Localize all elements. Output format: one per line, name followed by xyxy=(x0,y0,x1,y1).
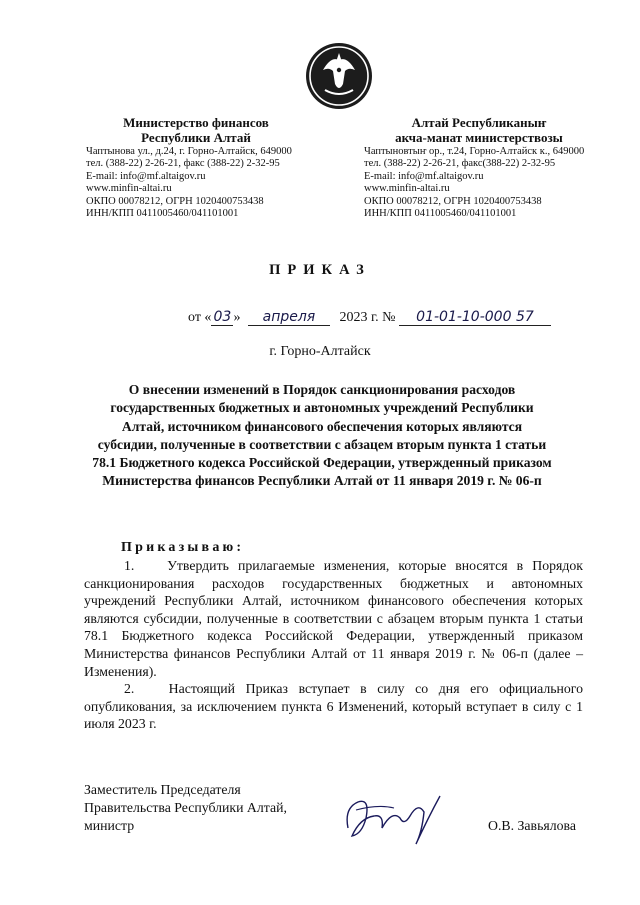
left-okpo: ОКПО 00078212, ОГРН 1020400753438 xyxy=(86,195,264,207)
date-day: 03 xyxy=(211,309,233,326)
right-phone: тел. (388-22) 2-26-21, факс(388-22) 2-32-95 xyxy=(364,158,556,170)
document-heading: ПРИКАЗ xyxy=(269,262,371,278)
order-item-1 xyxy=(84,557,583,680)
republic-altai-emblem-icon xyxy=(303,40,375,112)
date-mid: » xyxy=(233,310,241,325)
right-header-title: Алтай Республиканыҥ акча-манат министерствозы xyxy=(395,115,563,145)
document-number: 01-01-10-000 57 xyxy=(399,309,551,326)
date-year: 2023 г. № xyxy=(339,310,396,325)
left-phone: тел. (388-22) 2-26-21, факс (388-22) 2-32-95 xyxy=(86,158,280,170)
item-1-number: 1. xyxy=(124,558,135,573)
signatory-position xyxy=(84,781,287,835)
signer-name: О.В. Завьялова xyxy=(488,818,576,833)
handwritten-signature xyxy=(338,788,448,850)
right-email: E-mail: info@mf.altaigov.ru xyxy=(364,170,484,182)
left-email: E-mail: info@mf.altaigov.ru xyxy=(86,170,206,182)
signatory-line-2: Правительства Республики Алтай, xyxy=(84,800,287,815)
left-inn: ИНН/КПП 0411005460/041101001 xyxy=(86,208,239,220)
left-website: www.minfin-altai.ru xyxy=(86,183,172,195)
signatory-line-3: министр xyxy=(84,818,135,833)
item-2-text: Настоящий Приказ вступает в силу со дня его официального опубликования, за исключением пункта 6 Изменений, который вступает в силу с 1 июля 2023 г. xyxy=(84,681,583,732)
item-1-text: Утвердить прилагаемые изменения, которые вносятся в Порядок санкционирования расходов государственных бюджетных и автономных учреждений Республики Алтай, источником финансового обеспечения которых являются субсидии, полученные в соответствии с абзацем вторым пункта 1 статьи 78.1 Бюджетного кодекса Российской Федерации, утвержденный приказом Министерства финансов Республики Алтай от 11 января 2019 г. № 06-п (далее – Изменения). xyxy=(84,558,583,679)
city: г. Горно-Алтайск xyxy=(269,344,371,359)
left-header-title: Министерство финансов Республики Алтай xyxy=(123,115,269,145)
item-2-number: 2. xyxy=(124,681,135,696)
date-month: апреля xyxy=(248,309,330,326)
right-address: Чаптыновтыҥ ор., т.24, Горно-Алтайск к., 649000 xyxy=(364,146,585,157)
order-word: Приказываю: xyxy=(121,540,245,555)
date-line xyxy=(188,309,551,326)
right-header-details xyxy=(364,146,584,220)
left-address: Чаптынова ул., д.24, г. Горно-Алтайск, 649000 xyxy=(86,146,292,157)
right-okpo: ОКПО 00078212, ОГРН 1020400753438 xyxy=(364,195,542,207)
document-subject: О внесении изменений в Порядок санкционирования расходов государственных бюджетных и автономных учреждений Республики Алтай, источником финансового обеспечения которых являются субсидии, полученные в соответствии с абзацем вторым пункта 1 статьи 78.1 Бюджетного кодекса Российской Федерации, утвержденный приказом Министерства финансов Республики Алтай от 11 января 2019 г. № 06-п xyxy=(92,382,552,489)
signatory-line-1: Заместитель Председателя xyxy=(84,782,241,797)
right-website: www.minfin-altai.ru xyxy=(364,183,450,195)
right-inn: ИНН/КПП 0411005460/041101001 xyxy=(364,208,517,220)
date-prefix: от « xyxy=(188,310,212,325)
left-header-details xyxy=(86,146,292,220)
order-item-2 xyxy=(84,680,583,733)
